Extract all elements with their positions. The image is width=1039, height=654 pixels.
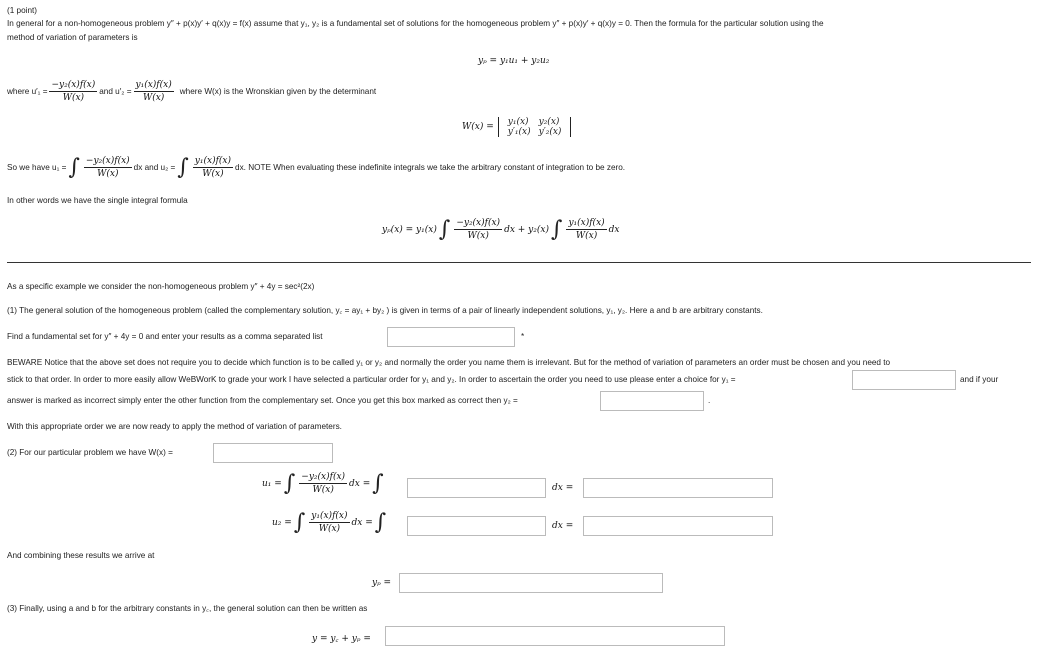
u2-prime-numerator: y₁(x)f(x) <box>135 80 172 90</box>
u2-row-numerator: y₁(x)f(x) <box>311 511 348 521</box>
u2-lhs: u₂ = <box>272 517 292 528</box>
single-frac-2-den: W(x) <box>575 231 598 241</box>
integral-sign-icon: ∫ <box>374 509 387 535</box>
part2-label: (2) For our particular problem we have W(x) = <box>7 448 173 457</box>
u1-integrand-fraction <box>84 156 132 179</box>
determinant-matrix <box>498 117 572 137</box>
u-prime-formulas <box>7 80 376 103</box>
part3-text: (3) Finally, using a and b for the arbitrary constants in y꜀, the general solution can then be written as <box>7 604 368 613</box>
u1-prime-denominator: W(x) <box>62 93 85 103</box>
dx-plus: dx + y₂(x) <box>504 224 549 235</box>
u2-result-input[interactable] <box>583 516 773 536</box>
single-integral-formula <box>382 218 620 241</box>
u2-row <box>272 511 388 534</box>
u2-dx-equals: dx = <box>552 521 574 531</box>
and-u2-label: and u′₂ = <box>99 87 132 96</box>
u1-row <box>262 472 386 495</box>
and-if-your: and if your <box>960 375 999 384</box>
w-label: W(x) = <box>462 122 494 132</box>
general-solution-input[interactable] <box>385 626 725 646</box>
det-cell-y1: y₁(x) <box>507 117 529 127</box>
u2-row-denominator: W(x) <box>318 524 341 534</box>
beware-line-3: answer is marked as incorrect simply enter the other function from the complementary set. Once you get this box marked as correct then y₂ = <box>7 396 518 405</box>
fund-set-label: Find a fundamental set for y″ + 4y = 0 and enter your results as a comma separated list <box>7 332 323 341</box>
wronskian-determinant <box>462 117 571 137</box>
u2-integrand-denominator: W(x) <box>202 169 224 179</box>
single-frac-1-den: W(x) <box>467 231 489 241</box>
final-eq-label: y = y꜀ + yₚ = <box>312 634 371 644</box>
beware-line-2: stick to that order. In order to more easily allow WeBWorK to grade your work I have selected a particular order for y₁ and y₂. In order to ascertain the order you need to use please enter a choice for y₁ = <box>7 375 736 384</box>
single-frac-1-num: −y₂(x)f(x) <box>456 218 501 228</box>
u1-dx-equals: dx = <box>552 483 574 493</box>
integral-sign-icon: ∫ <box>177 154 189 180</box>
u1-integrand-numerator: −y₂(x)f(x) <box>85 156 130 166</box>
integral-sign-icon: ∫ <box>293 509 306 535</box>
wronskian-input[interactable] <box>213 443 333 463</box>
intro-line-1: In general for a non-homogeneous problem y″ + p(x)y′ + q(x)y = f(x) assume that y₁, y₂ is a fundamental set of solutions for the homogeneous problem y″ + p(x)y′ + q(x)y = 0. Then the formula for the particular solution using the <box>7 19 824 28</box>
combining-text: And combining these results we arrive at <box>7 551 155 560</box>
u1-lhs: u₁ = <box>262 478 282 489</box>
fund-set-input[interactable] <box>387 327 515 347</box>
part1-text: (1) The general solution of the homogeneous problem (called the complementary solution, y꜀ = ay₁ + by₂ ) is given in terms of a pair of linearly independent solutions, y₁, y₂. Here a and b are arbitrary constants. <box>7 306 763 315</box>
integral-sign-icon: ∫ <box>68 154 80 180</box>
u2-integrand-input[interactable] <box>407 516 546 536</box>
det-cell-y2-prime: y′₂(x) <box>538 127 562 137</box>
so-we-have-label: So we have u₁ = <box>7 163 67 172</box>
points-label: (1 point) <box>7 6 38 15</box>
u2-integrand-numerator: y₁(x)f(x) <box>194 156 232 166</box>
integral-sign-icon: ∫ <box>283 470 296 496</box>
u1-row-denominator: W(x) <box>312 485 334 495</box>
single-frac-2 <box>566 218 606 241</box>
single-frac-2-num: y₁(x)f(x) <box>568 218 605 228</box>
y2-choice-input[interactable] <box>600 391 704 411</box>
y1-choice-input[interactable] <box>852 370 956 390</box>
u1-result-input[interactable] <box>583 478 773 498</box>
wronskian-description: where W(x) is the Wronskian given by the determinant <box>179 87 377 96</box>
in-other-words: In other words we have the single integral formula <box>7 196 188 205</box>
single-lhs: yₚ(x) = y₁(x) <box>382 224 437 235</box>
dx-and-u2-label: dx and u₂ = <box>133 163 176 172</box>
dx-end: dx <box>608 224 620 235</box>
required-asterisk: * <box>521 332 525 341</box>
u1-integrand-input[interactable] <box>407 478 546 498</box>
u1-prime-numerator: −y₂(x)f(x) <box>51 80 96 90</box>
det-cell-y2: y₂(x) <box>538 117 560 127</box>
with-this-text: With this appropriate order we are now ready to apply the method of variation of parameters. <box>7 422 342 431</box>
u2-prime-denominator: W(x) <box>142 93 165 103</box>
period: . <box>708 396 711 405</box>
single-frac-1 <box>454 218 502 241</box>
u1-dx-eq: dx = <box>349 478 371 489</box>
u1-integrand-denominator: W(x) <box>97 169 119 179</box>
det-cell-y1-prime: y′₁(x) <box>507 127 531 137</box>
yp-general-formula: yₚ = y₁u₁ + y₂u₂ <box>478 56 550 66</box>
example-text: As a specific example we consider the non-homogeneous problem y″ + 4y = sec²(2x) <box>7 282 315 291</box>
beware-line-1: BEWARE Notice that the above set does not require you to decide which function is to be called y₁ or y₂ and normally the order you name them is irrelevant. But for the method of variation of parameters an order must be chosen and you need to <box>7 358 891 367</box>
u1-prime-fraction <box>49 80 97 103</box>
intro-line-2: method of variation of parameters is <box>7 33 138 42</box>
yp-eq-label: yₚ = <box>372 578 392 588</box>
integral-sign-icon: ∫ <box>550 216 563 242</box>
u2-integrand-fraction <box>193 156 233 179</box>
dx-note: dx. NOTE When evaluating these indefinite integrals we take the arbitrary constant of integration to be zero. <box>235 163 626 172</box>
u2-dx-eq: dx = <box>351 517 373 528</box>
u-integrals-line <box>7 156 625 179</box>
u2-prime-fraction <box>134 80 174 103</box>
integral-sign-icon: ∫ <box>438 216 451 242</box>
u1-row-fraction <box>299 472 347 495</box>
u2-row-fraction <box>309 511 349 534</box>
section-divider <box>7 262 1031 263</box>
u1-row-numerator: −y₂(x)f(x) <box>301 472 346 482</box>
yp-input[interactable] <box>399 573 663 593</box>
integral-sign-icon: ∫ <box>372 470 384 496</box>
where-u1-label: where u′₁ = <box>7 87 48 96</box>
